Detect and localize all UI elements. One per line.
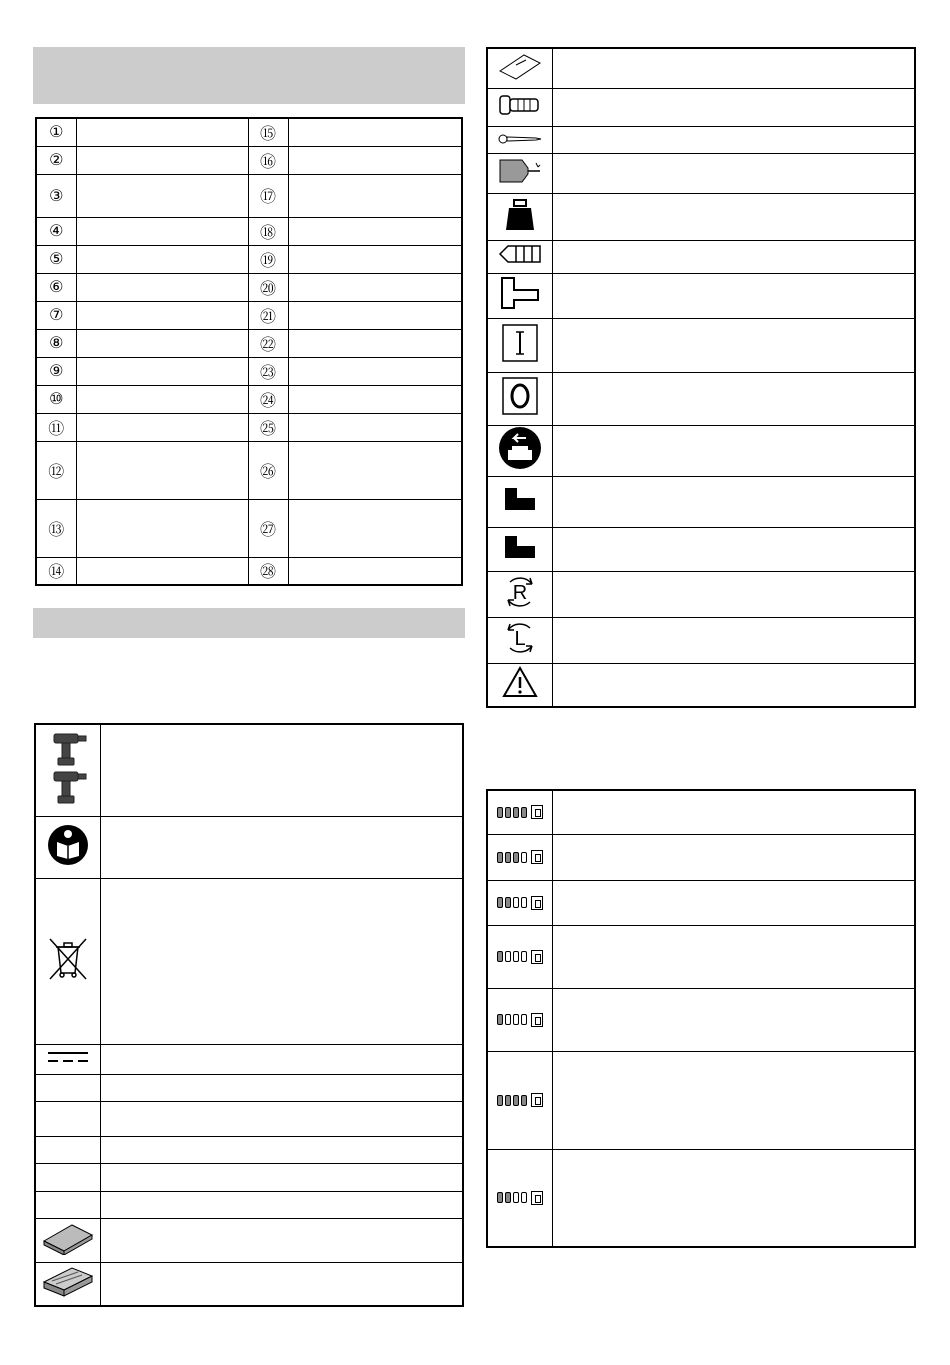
- battery-level-description-cell: [552, 1051, 915, 1149]
- battery-level-indicator-cell: [487, 790, 552, 834]
- battery-segment: [505, 1192, 511, 1203]
- hammer-arrow-icon: [498, 276, 542, 310]
- part-number-left: ⑦: [36, 301, 76, 329]
- parts-row: [36, 118, 462, 146]
- right-symbol-symbol-cell: [487, 240, 552, 273]
- left-symbol-description-cell: [100, 1044, 463, 1074]
- battery-level-indicator-cell: [487, 925, 552, 988]
- parts-row: [36, 413, 462, 441]
- section-banner-top: [33, 47, 465, 104]
- drill-chuck-icon: [498, 156, 542, 186]
- left-symbol-symbol-cell: [35, 878, 100, 1044]
- battery-level-row: [487, 880, 915, 925]
- battery-level-icon: [488, 896, 552, 910]
- battery-segment: [521, 1014, 527, 1025]
- bolt-icon: [498, 93, 542, 117]
- right-symbol-symbol-cell: [487, 372, 552, 425]
- pencil-icon: [498, 244, 542, 264]
- battery-segment: [497, 897, 503, 908]
- left-symbol-table: [34, 723, 464, 1307]
- right-symbol-description-cell: [552, 372, 915, 425]
- right-symbol-symbol-cell: [487, 527, 552, 571]
- right-symbol-row: [487, 48, 915, 88]
- part-name-left: [76, 385, 248, 413]
- right-symbol-row: [487, 527, 915, 571]
- left-symbol-symbol-cell: [35, 1163, 100, 1191]
- battery-icon: [531, 1191, 543, 1205]
- left-symbol-symbol-cell: [35, 1044, 100, 1074]
- part-number-left: ⑫: [36, 441, 76, 499]
- on-switch-icon: [502, 324, 538, 362]
- battery-segment: [513, 1014, 519, 1025]
- right-symbol-description-cell: [552, 571, 915, 617]
- part-name-left: [76, 499, 248, 557]
- left-symbol-row: [35, 1191, 463, 1218]
- battery-level-description-cell: [552, 925, 915, 988]
- battery-segment: [497, 807, 503, 818]
- left-symbol-row: [35, 816, 463, 878]
- right-symbol-symbol-cell: [487, 48, 552, 88]
- battery-level-row: [487, 925, 915, 988]
- battery-level-description-cell: [552, 1149, 915, 1247]
- left-symbol-description-cell: [100, 1136, 463, 1163]
- battery-level-table: [486, 789, 916, 1248]
- right-symbol-row: [487, 425, 915, 476]
- battery-segment: [513, 897, 519, 908]
- right-symbol-row: [487, 240, 915, 273]
- right-symbol-symbol-cell: [487, 425, 552, 476]
- part-number-right: ⑯: [248, 146, 288, 174]
- battery-icon: [531, 1013, 543, 1027]
- battery-icon: [531, 950, 543, 964]
- battery-level-indicator-cell: [487, 880, 552, 925]
- part-name-right: [288, 118, 462, 146]
- battery-segment: [513, 951, 519, 962]
- left-symbol-description-cell: [100, 1218, 463, 1262]
- parts-row: [36, 245, 462, 273]
- part-name-right: [288, 174, 462, 217]
- part-number-right: ⑳: [248, 273, 288, 301]
- right-symbol-description-cell: [552, 193, 915, 240]
- right-symbol-description-cell: [552, 126, 915, 153]
- part-number-right: ⑮: [248, 118, 288, 146]
- battery-level-icon: [488, 805, 552, 819]
- battery-level-description-cell: [552, 880, 915, 925]
- parts-row: [36, 329, 462, 357]
- part-name-right: [288, 217, 462, 245]
- battery-segment: [505, 807, 511, 818]
- battery-segment: [521, 897, 527, 908]
- part-name-left: [76, 273, 248, 301]
- part-name-left: [76, 245, 248, 273]
- battery-level-row: [487, 790, 915, 834]
- part-name-right: [288, 245, 462, 273]
- manual-book-icon: [498, 51, 542, 81]
- right-symbol-description-cell: [552, 48, 915, 88]
- left-symbol-description-cell: [100, 878, 463, 1044]
- left-symbol-symbol-cell: [35, 1074, 100, 1101]
- left-symbol-description-cell: [100, 1101, 463, 1136]
- wood-screw-icon: [498, 134, 542, 144]
- battery-icon: [531, 896, 543, 910]
- part-number-right: ㉖: [248, 441, 288, 499]
- battery-segment: [521, 1095, 527, 1106]
- left-symbol-row: [35, 1218, 463, 1262]
- part-number-left: ③: [36, 174, 76, 217]
- right-symbol-symbol-cell: [487, 153, 552, 193]
- battery-segment: [497, 1095, 503, 1106]
- part-number-right: ⑱: [248, 217, 288, 245]
- part-number-right: ⑲: [248, 245, 288, 273]
- right-symbol-symbol-cell: [487, 318, 552, 372]
- part-number-left: ①: [36, 118, 76, 146]
- left-symbol-description-cell: [100, 1163, 463, 1191]
- right-symbol-row: [487, 193, 915, 240]
- right-symbol-row: [487, 571, 915, 617]
- battery-level-row: [487, 834, 915, 880]
- parts-row: [36, 357, 462, 385]
- parts-row: [36, 441, 462, 499]
- right-symbol-row: [487, 126, 915, 153]
- part-number-left: ⑥: [36, 273, 76, 301]
- left-symbol-symbol-cell: [35, 1191, 100, 1218]
- part-name-right: [288, 301, 462, 329]
- part-name-right: [288, 441, 462, 499]
- right-symbol-symbol-cell: [487, 126, 552, 153]
- parts-row: [36, 385, 462, 413]
- part-name-left: [76, 217, 248, 245]
- battery-segment: [497, 1192, 503, 1203]
- part-number-right: ㉗: [248, 499, 288, 557]
- left-symbol-row: [35, 1044, 463, 1074]
- parts-table: [35, 117, 463, 586]
- weight-icon: [504, 196, 536, 232]
- battery-segment: [505, 1014, 511, 1025]
- right-symbol-description-cell: [552, 617, 915, 663]
- part-name-right: [288, 329, 462, 357]
- battery-level-indicator-cell: [487, 1051, 552, 1149]
- part-number-left: ④: [36, 217, 76, 245]
- battery-level-indicator-cell: [487, 1149, 552, 1247]
- right-symbol-description-cell: [552, 476, 915, 527]
- left-symbol-description-cell: [100, 1262, 463, 1306]
- part-name-right: [288, 413, 462, 441]
- part-name-left: [76, 441, 248, 499]
- parts-row: [36, 301, 462, 329]
- battery-icon: [531, 850, 543, 864]
- parts-row: [36, 499, 462, 557]
- right-symbol-row: [487, 663, 915, 707]
- left-symbol-symbol-cell: [35, 1218, 100, 1262]
- drill-icon: [48, 728, 88, 808]
- left-symbol-description-cell: [100, 1191, 463, 1218]
- part-number-right: ㉕: [248, 413, 288, 441]
- part-name-right: [288, 357, 462, 385]
- off-switch-icon: [502, 377, 538, 415]
- part-number-left: ⑤: [36, 245, 76, 273]
- right-symbol-symbol-cell: [487, 663, 552, 707]
- part-number-left: ⑭: [36, 557, 76, 585]
- part-name-left: [76, 174, 248, 217]
- part-name-right: [288, 146, 462, 174]
- part-name-right: [288, 499, 462, 557]
- part-name-left: [76, 357, 248, 385]
- rotation-left-icon: [502, 620, 538, 656]
- battery-level-description-cell: [552, 834, 915, 880]
- svg-text:L: L: [514, 627, 526, 650]
- part-number-left: ②: [36, 146, 76, 174]
- battery-level-icon: [488, 1093, 552, 1107]
- right-symbol-description-cell: [552, 663, 915, 707]
- left-symbol-symbol-cell: [35, 1136, 100, 1163]
- right-symbol-description-cell: [552, 153, 915, 193]
- left-symbol-symbol-cell: [35, 816, 100, 878]
- battery-segment: [513, 807, 519, 818]
- battery-icon: [531, 1093, 543, 1107]
- eject-battery-icon: [498, 426, 542, 470]
- part-number-left: ⑧: [36, 329, 76, 357]
- battery-level-icon: [488, 1191, 552, 1205]
- battery-segment: [513, 1192, 519, 1203]
- battery-segment: [521, 1192, 527, 1203]
- left-symbol-symbol-cell: [35, 1101, 100, 1136]
- battery-level-indicator-cell: [487, 834, 552, 880]
- part-name-left: [76, 329, 248, 357]
- right-symbol-description-cell: [552, 318, 915, 372]
- right-symbol-table: [486, 47, 916, 708]
- right-symbol-description-cell: [552, 273, 915, 318]
- part-number-left: ⑨: [36, 357, 76, 385]
- left-symbol-row: [35, 1262, 463, 1306]
- left-symbol-row: [35, 878, 463, 1044]
- right-symbol-symbol-cell: [487, 88, 552, 126]
- right-symbol-row: [487, 372, 915, 425]
- battery-icon: [531, 805, 543, 819]
- battery-level-row: [487, 1149, 915, 1247]
- right-symbol-symbol-cell: [487, 273, 552, 318]
- right-symbol-description-cell: [552, 527, 915, 571]
- crossed-bin-icon: [48, 937, 88, 981]
- part-number-left: ⑬: [36, 499, 76, 557]
- battery-level-icon: [488, 1013, 552, 1027]
- battery-segment: [497, 951, 503, 962]
- left-symbol-description-cell: [100, 1074, 463, 1101]
- parts-row: [36, 146, 462, 174]
- wood-block-icon: [42, 1264, 94, 1298]
- right-symbol-row: [487, 318, 915, 372]
- battery-segment: [521, 951, 527, 962]
- left-symbol-row: [35, 1136, 463, 1163]
- right-symbol-description-cell: [552, 240, 915, 273]
- left-symbol-row: [35, 1074, 463, 1101]
- battery-segment: [505, 897, 511, 908]
- battery-segment: [505, 852, 511, 863]
- right-symbol-row: [487, 617, 915, 663]
- part-number-right: ㉒: [248, 329, 288, 357]
- left-symbol-symbol-cell: [35, 724, 100, 816]
- part-number-right: ⑰: [248, 174, 288, 217]
- battery-level-description-cell: [552, 988, 915, 1051]
- left-symbol-row: [35, 724, 463, 816]
- right-symbol-symbol-cell: [487, 571, 552, 617]
- part-number-right: ㉔: [248, 385, 288, 413]
- left-symbol-row: [35, 1101, 463, 1136]
- right-symbol-row: [487, 88, 915, 126]
- battery-level-icon: [488, 850, 552, 864]
- part-number-right: ㉑: [248, 301, 288, 329]
- battery-segment: [513, 1095, 519, 1106]
- battery-segment: [513, 852, 519, 863]
- section-banner-middle: [33, 608, 465, 638]
- step-icon: [503, 534, 537, 560]
- svg-text:R: R: [512, 581, 527, 604]
- parts-row: [36, 557, 462, 585]
- right-symbol-symbol-cell: [487, 193, 552, 240]
- right-symbol-description-cell: [552, 425, 915, 476]
- part-number-left: ⑪: [36, 413, 76, 441]
- step-icon: [503, 486, 537, 512]
- battery-segment: [521, 807, 527, 818]
- wood-board-icon: [42, 1221, 94, 1255]
- left-symbol-row: [35, 1163, 463, 1191]
- warning-icon: [502, 666, 538, 698]
- part-name-left: [76, 146, 248, 174]
- part-number-left: ⑩: [36, 385, 76, 413]
- part-name-left: [76, 118, 248, 146]
- battery-level-icon: [488, 950, 552, 964]
- left-symbol-description-cell: [100, 724, 463, 816]
- part-number-right: ㉓: [248, 357, 288, 385]
- battery-segment: [521, 852, 527, 863]
- battery-segment: [497, 1014, 503, 1025]
- part-name-right: [288, 385, 462, 413]
- right-symbol-row: [487, 476, 915, 527]
- part-name-left: [76, 301, 248, 329]
- battery-level-description-cell: [552, 790, 915, 834]
- part-name-left: [76, 557, 248, 585]
- battery-level-row: [487, 1051, 915, 1149]
- battery-level-row: [487, 988, 915, 1051]
- left-symbol-symbol-cell: [35, 1262, 100, 1306]
- right-symbol-symbol-cell: [487, 617, 552, 663]
- part-name-left: [76, 413, 248, 441]
- parts-row: [36, 217, 462, 245]
- left-symbol-description-cell: [100, 816, 463, 878]
- battery-segment: [505, 1095, 511, 1106]
- part-name-right: [288, 557, 462, 585]
- rotation-right-icon: [502, 574, 538, 610]
- right-symbol-description-cell: [552, 88, 915, 126]
- part-name-right: [288, 273, 462, 301]
- parts-row: [36, 174, 462, 217]
- part-number-right: ㉘: [248, 557, 288, 585]
- parts-row: [36, 273, 462, 301]
- read-manual-icon: [47, 824, 89, 866]
- dc-current-icon: [46, 1050, 90, 1064]
- battery-segment: [497, 852, 503, 863]
- right-symbol-symbol-cell: [487, 476, 552, 527]
- right-symbol-row: [487, 273, 915, 318]
- battery-segment: [505, 951, 511, 962]
- right-symbol-row: [487, 153, 915, 193]
- battery-level-indicator-cell: [487, 988, 552, 1051]
